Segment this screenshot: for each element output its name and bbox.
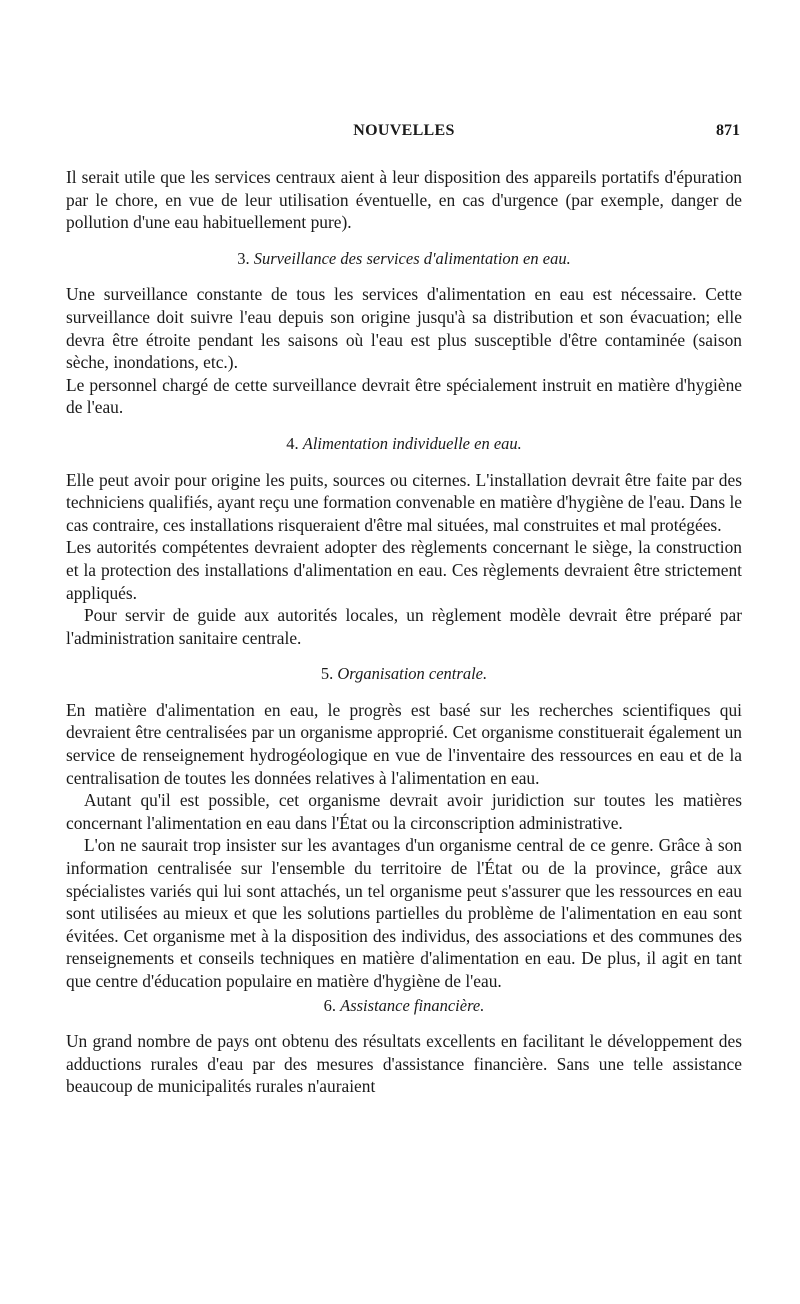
section-3-paragraph: Le personnel chargé de cette surveillance devrait être spécialement instruit en matière d'hygiène de l'eau. xyxy=(66,374,742,418)
section-number: 3. xyxy=(237,248,250,268)
section-number: 5. xyxy=(320,664,334,684)
section-heading-6 xyxy=(66,995,742,1018)
section-3-paragraph: Une surveillance constante de tous les services d'alimentation en eau est nécessaire. Cette surveillance doit suivre l'eau depuis son origine jusqu'à sa distribution et son évacuation; elle devra être étroite pendant les saisons où l'eau est plus susceptible d'être contaminée (saison sèche, inondations, etc.). xyxy=(66,284,742,373)
section-4-paragraph: Elle peut avoir pour origine les puits, sources ou citernes. L'installation devrait être faite par des techniciens qualifiés, ayant reçu une formation convenable en matière d'hygiène de l'eau. Dans le cas contraire, ces installations risqueraient d'être mal situées, mal construites et mal protégées. xyxy=(66,469,743,535)
section-4-paragraph: Les autorités compétentes devraient adopter des règlements concernant le siège, la construction et la protection des installations d'alimentation en eau. Ces règlements devraient être strictement appliqués. xyxy=(66,537,742,603)
page-body xyxy=(66,166,742,1098)
section-title: Organisation centrale. xyxy=(337,664,488,684)
section-5-paragraph: En matière d'alimentation en eau, le progrès est basé sur les recherches scientifiques qui devraient être centralisées par un organisme approprié. Cet organisme constituerait également un service de renseignement hydrogéologique en vue de l'inventaire des ressources en eau et de la centralisation de toutes les données relatives à l'alimentation en eau. xyxy=(66,699,742,788)
running-title: NOUVELLES xyxy=(353,122,455,139)
page-number: 871 xyxy=(716,122,740,139)
section-6-paragraph: Un grand nombre de pays ont obtenu des résultats excellents en facilitant le développement des adductions rurales d'eau par des mesures d'assistance financière. Sans une telle assistance beaucoup de municipalités rurales n'auraient xyxy=(66,1031,742,1097)
section-title: Alimentation individuelle en eau. xyxy=(302,433,522,453)
section-number: 4. xyxy=(286,433,299,453)
section-title: Surveillance des services d'alimentation en eau. xyxy=(253,248,571,268)
section-title: Assistance financière. xyxy=(340,995,485,1015)
section-number: 6. xyxy=(323,995,337,1015)
section-heading-5 xyxy=(66,663,742,686)
section-5-paragraph: Autant qu'il est possible, cet organisme devrait avoir juridiction sur toutes les matières concernant l'alimentation en eau dans l'État ou la circonscription administrative. xyxy=(66,790,742,833)
intro-paragraph: Il serait utile que les services centraux aient à leur disposition des appareils portatifs d'épuration par le chore, en vue de leur utilisation éventuelle, en cas d'urgence (par exemple, danger de pollution d'une eau habituellement pure). xyxy=(66,167,742,233)
section-heading-4 xyxy=(66,433,742,456)
section-5-paragraph: L'on ne saurait trop insister sur les avantages d'un organisme central de ce genre. Grâce à son information centralisée sur l'ensemble du territoire de l'État ou de la province, grâce aux spécialistes variés qui lui sont attachés, un tel organisme peut s'assurer que les ressources en eau sont utilisées au mieux et que les solutions partielles du problème de l'alimentation en eau sont évitées. Cet organisme met à la disposition des individus, des associations et des communes des renseignements et conseils techniques en matière d'alimentation en eau. De plus, il agit en tant que centre d'éducation populaire en matière d'hygiène de l'eau. xyxy=(66,835,742,991)
page-header xyxy=(66,122,742,146)
section-4-paragraph: Pour servir de guide aux autorités locales, un règlement modèle devrait être préparé par l'administration sanitaire centrale. xyxy=(66,605,742,648)
section-heading-3 xyxy=(66,248,742,271)
